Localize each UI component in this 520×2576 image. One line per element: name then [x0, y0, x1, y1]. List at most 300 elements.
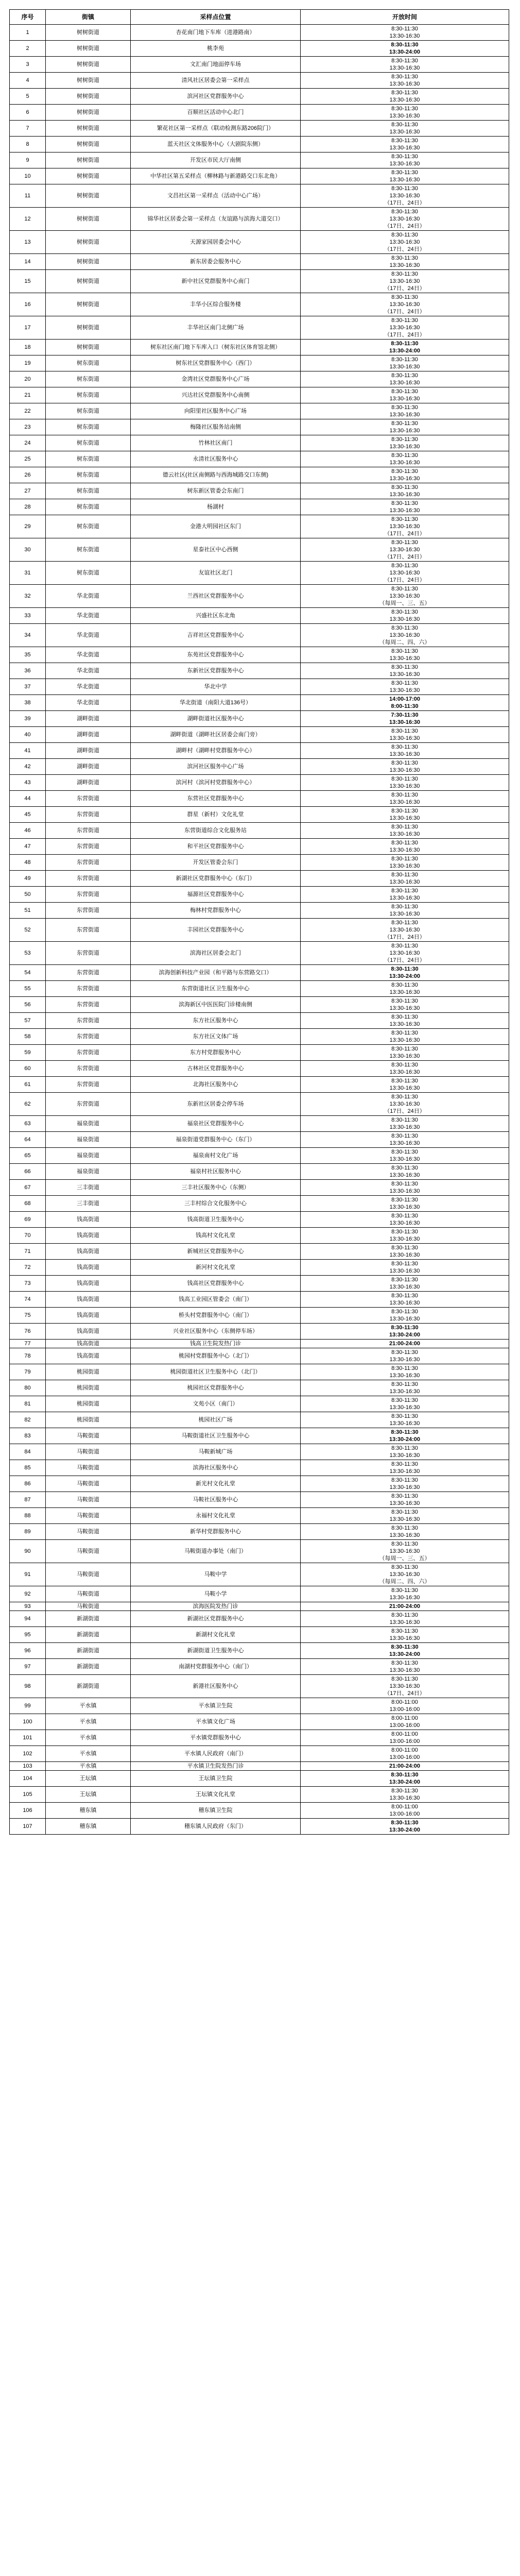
cell-time: 8:30-11:30 13:30-16:30 （17日、24日）	[301, 538, 509, 562]
table-row	[10, 1013, 509, 1029]
cell-no: 88	[10, 1508, 46, 1524]
cell-place: 桃园村党群服务中心（北门）	[131, 1348, 301, 1364]
table-row	[10, 1611, 509, 1627]
cell-place: 中华社区第五采样点（柳林路与新港路交口东北角）	[131, 168, 301, 184]
cell-time: 8:30-11:30 13:30-16:30	[301, 387, 509, 403]
cell-street: 东营街道	[46, 1029, 131, 1045]
cell-place: 东方社区文体广场	[131, 1029, 301, 1045]
cell-place: 平水镇党群服务中心	[131, 1730, 301, 1746]
cell-street: 树东街道	[46, 562, 131, 585]
cell-time: 8:30-11:30 13:30-16:30	[301, 1148, 509, 1164]
cell-time: 8:30-11:30 13:30-16:30	[301, 775, 509, 791]
table-row	[10, 1276, 509, 1292]
cell-time: 21:00-24:00	[301, 1602, 509, 1611]
cell-time: 8:30-11:30 13:30-16:30	[301, 73, 509, 89]
table-row	[10, 1292, 509, 1308]
cell-time: 8:30-11:30 13:30-24:00	[301, 1819, 509, 1835]
table-row	[10, 483, 509, 499]
cell-no: 58	[10, 1029, 46, 1045]
cell-place: 马鞍社区服务中心	[131, 1492, 301, 1508]
cell-place: 滨河社区党群服务中心	[131, 89, 301, 105]
cell-place: 新港社区服务中心	[131, 1675, 301, 1698]
cell-street: 树东街道	[46, 435, 131, 451]
cell-street: 东营街道	[46, 1093, 131, 1116]
cell-street: 稽东镇	[46, 1819, 131, 1835]
cell-street: 东营街道	[46, 791, 131, 807]
cell-place: 东营社区党群服务中心	[131, 791, 301, 807]
cell-no: 45	[10, 807, 46, 823]
cell-street: 福泉街道	[46, 1164, 131, 1180]
cell-place: 东新社区党群服务中心	[131, 663, 301, 679]
cell-street: 东营街道	[46, 807, 131, 823]
header-place: 采样点位置	[131, 10, 301, 25]
table-row	[10, 1061, 509, 1077]
cell-place: 马鞍中学	[131, 1563, 301, 1586]
table-row	[10, 1045, 509, 1061]
cell-no: 18	[10, 340, 46, 355]
table-row	[10, 1148, 509, 1164]
cell-street: 树东街道	[46, 499, 131, 515]
cell-time: 8:00-11:00 13:00-16:00	[301, 1746, 509, 1762]
cell-time: 8:30-11:30 13:30-16:30	[301, 483, 509, 499]
cell-no: 25	[10, 451, 46, 467]
cell-time: 8:30-11:30 13:30-16:30 （每周一、三、五）	[301, 1540, 509, 1563]
cell-street: 华北街道	[46, 585, 131, 608]
cell-no: 103	[10, 1762, 46, 1771]
table-row	[10, 1771, 509, 1787]
cell-street: 钱高街道	[46, 1348, 131, 1364]
table-row	[10, 340, 509, 355]
table-row	[10, 663, 509, 679]
cell-no: 71	[10, 1244, 46, 1260]
cell-no: 49	[10, 871, 46, 887]
cell-no: 60	[10, 1061, 46, 1077]
table-row	[10, 1602, 509, 1611]
cell-place: 福泉街道党群服务中心（东门）	[131, 1132, 301, 1148]
cell-no: 48	[10, 855, 46, 871]
cell-street: 东营街道	[46, 1061, 131, 1077]
cell-place: 新光村文化礼堂	[131, 1476, 301, 1492]
table-row	[10, 1762, 509, 1771]
table-row	[10, 965, 509, 981]
cell-street: 东营街道	[46, 1077, 131, 1093]
cell-time: 7:30-11:30 13:30-16:30	[301, 711, 509, 727]
cell-street: 马鞍街道	[46, 1602, 131, 1611]
cell-no: 83	[10, 1428, 46, 1444]
cell-no: 87	[10, 1492, 46, 1508]
cell-no: 69	[10, 1212, 46, 1228]
cell-place: 平水镇卫生院	[131, 1698, 301, 1714]
cell-time: 8:30-11:30 13:30-16:30	[301, 1476, 509, 1492]
cell-time: 8:30-11:30 13:30-16:30	[301, 403, 509, 419]
cell-no: 2	[10, 41, 46, 57]
cell-no: 54	[10, 965, 46, 981]
cell-street: 钱高街道	[46, 1340, 131, 1348]
cell-time: 8:30-11:30 13:30-16:30	[301, 1508, 509, 1524]
sampling-sites-document	[9, 9, 509, 1835]
cell-time: 8:30-11:30 13:30-16:30	[301, 254, 509, 270]
cell-time: 8:30-11:30 13:30-16:30	[301, 355, 509, 371]
cell-no: 20	[10, 371, 46, 387]
cell-place: 兴达社区党群服务中心南侧	[131, 387, 301, 403]
cell-place: 新中社区党群服务中心南门	[131, 270, 301, 293]
table-row	[10, 743, 509, 759]
cell-no: 16	[10, 293, 46, 316]
table-row	[10, 1698, 509, 1714]
cell-place: 桃李苑	[131, 41, 301, 57]
cell-place: 东营街道社区卫生服务中心	[131, 981, 301, 997]
cell-street: 新湖街道	[46, 1643, 131, 1659]
cell-place: 新河村文化礼堂	[131, 1260, 301, 1276]
cell-street: 树东街道	[46, 355, 131, 371]
cell-street: 平水镇	[46, 1714, 131, 1730]
cell-street: 东营街道	[46, 823, 131, 839]
cell-street: 东营街道	[46, 903, 131, 919]
cell-place: 文汇南门地面停车场	[131, 57, 301, 73]
table-row	[10, 1164, 509, 1180]
cell-no: 31	[10, 562, 46, 585]
cell-no: 29	[10, 515, 46, 538]
cell-no: 15	[10, 270, 46, 293]
table-row	[10, 105, 509, 121]
cell-time: 8:30-11:30 13:30-16:30	[301, 679, 509, 695]
cell-place: 滨河社区服务中心广场	[131, 759, 301, 775]
cell-place: 华北街道（南阳大道136号）	[131, 695, 301, 711]
cell-time: 8:30-11:30 13:30-16:30 （17日、24日）	[301, 1675, 509, 1698]
table-row	[10, 919, 509, 942]
cell-place: 群星（新村）文化礼堂	[131, 807, 301, 823]
cell-street: 树树街道	[46, 270, 131, 293]
cell-street: 福泉街道	[46, 1148, 131, 1164]
cell-time: 8:30-11:30 13:30-16:30 （17日、24日）	[301, 208, 509, 231]
table-row	[10, 270, 509, 293]
cell-time: 8:30-11:30 13:30-16:30	[301, 499, 509, 515]
cell-place: 马鞍新城广场	[131, 1444, 301, 1460]
cell-no: 51	[10, 903, 46, 919]
cell-street: 王坛镇	[46, 1771, 131, 1787]
table-row	[10, 1260, 509, 1276]
cell-time: 14:00-17:00 8:00-11:30	[301, 695, 509, 711]
table-row	[10, 855, 509, 871]
cell-no: 62	[10, 1093, 46, 1116]
header-street: 街镇	[46, 10, 131, 25]
cell-no: 78	[10, 1348, 46, 1364]
table-row	[10, 1029, 509, 1045]
cell-time: 8:30-11:30 13:30-16:30	[301, 608, 509, 624]
cell-time: 8:30-11:30 13:30-16:30	[301, 855, 509, 871]
table-row	[10, 41, 509, 57]
cell-no: 55	[10, 981, 46, 997]
cell-street: 树东街道	[46, 451, 131, 467]
cell-place: 新湖社区党群服务中心（东门）	[131, 871, 301, 887]
cell-place: 滨海新区中医医院门诊楼南侧	[131, 997, 301, 1013]
cell-no: 59	[10, 1045, 46, 1061]
table-row	[10, 137, 509, 152]
cell-street: 东营街道	[46, 942, 131, 965]
cell-street: 福泉街道	[46, 1132, 131, 1148]
cell-time: 8:30-11:30 13:30-16:30	[301, 1444, 509, 1460]
cell-street: 钱高街道	[46, 1292, 131, 1308]
cell-street: 树树街道	[46, 208, 131, 231]
cell-time: 8:30-11:30 13:30-16:30	[301, 105, 509, 121]
cell-street: 马鞍街道	[46, 1444, 131, 1460]
cell-no: 67	[10, 1180, 46, 1196]
cell-time: 21:00-24:00	[301, 1762, 509, 1771]
cell-place: 滨海社区服务中心	[131, 1460, 301, 1476]
cell-time: 8:00-11:00 13:00-16:00	[301, 1698, 509, 1714]
cell-place: 新东居委会服务中心	[131, 254, 301, 270]
cell-no: 70	[10, 1228, 46, 1244]
cell-place: 锦华社区居委会第一采样点（友谊路与滨海大道交口）	[131, 208, 301, 231]
cell-street: 稽东镇	[46, 1803, 131, 1819]
cell-time: 8:30-11:30 13:30-16:30 （17日、24日）	[301, 1093, 509, 1116]
cell-street: 桃园街道	[46, 1412, 131, 1428]
cell-time: 8:30-11:30 13:30-16:30 （17日、24日）	[301, 270, 509, 293]
cell-place: 金湾社区党群服务中心广场	[131, 371, 301, 387]
cell-street: 树树街道	[46, 316, 131, 340]
cell-street: 马鞍街道	[46, 1563, 131, 1586]
cell-place: 新湖社区党群服务中心	[131, 1611, 301, 1627]
cell-place: 杏花南门地下车库（进港路南）	[131, 25, 301, 41]
cell-no: 96	[10, 1643, 46, 1659]
cell-street: 湖畔街道	[46, 727, 131, 743]
cell-time: 8:30-11:30 13:30-16:30	[301, 1276, 509, 1292]
cell-place: 丰华小区综合服务楼	[131, 293, 301, 316]
table-row	[10, 1803, 509, 1819]
header-no: 序号	[10, 10, 46, 25]
cell-no: 61	[10, 1077, 46, 1093]
cell-no: 79	[10, 1364, 46, 1380]
cell-no: 21	[10, 387, 46, 403]
cell-no: 57	[10, 1013, 46, 1029]
table-row	[10, 1228, 509, 1244]
table-row	[10, 1348, 509, 1364]
cell-street: 树树街道	[46, 89, 131, 105]
cell-street: 钱高街道	[46, 1212, 131, 1228]
cell-time: 8:30-11:30 13:30-16:30 （每周二、四、六）	[301, 1563, 509, 1586]
cell-street: 王坛镇	[46, 1787, 131, 1803]
cell-time: 8:30-11:30 13:30-24:00	[301, 41, 509, 57]
cell-place: 华北中学	[131, 679, 301, 695]
table-row	[10, 515, 509, 538]
cell-place: 兴业社区服务中心（东侧停车场）	[131, 1324, 301, 1340]
cell-time: 8:30-11:30 13:30-16:30	[301, 1045, 509, 1061]
cell-place: 桃园街道社区卫生服务中心（北门）	[131, 1364, 301, 1380]
cell-no: 34	[10, 624, 46, 647]
cell-time: 8:30-11:30 13:30-16:30	[301, 467, 509, 483]
sampling-sites-table	[9, 9, 509, 1835]
table-row	[10, 1180, 509, 1196]
cell-no: 75	[10, 1308, 46, 1324]
cell-street: 树东街道	[46, 403, 131, 419]
table-row	[10, 419, 509, 435]
cell-street: 树树街道	[46, 152, 131, 168]
table-row	[10, 1563, 509, 1586]
cell-no: 82	[10, 1412, 46, 1428]
cell-time: 8:30-11:30 13:30-16:30	[301, 1292, 509, 1308]
cell-no: 53	[10, 942, 46, 965]
cell-street: 湖畔街道	[46, 743, 131, 759]
cell-street: 树树街道	[46, 231, 131, 254]
cell-street: 树树街道	[46, 184, 131, 208]
table-row	[10, 499, 509, 515]
cell-no: 39	[10, 711, 46, 727]
cell-no: 9	[10, 152, 46, 168]
cell-no: 47	[10, 839, 46, 855]
table-row	[10, 371, 509, 387]
cell-no: 35	[10, 647, 46, 663]
cell-street: 东营街道	[46, 997, 131, 1013]
cell-time: 8:30-11:30 13:30-24:00	[301, 340, 509, 355]
cell-time: 8:30-11:30 13:30-16:30	[301, 1077, 509, 1093]
cell-place: 树东新区管委会东南门	[131, 483, 301, 499]
cell-place: 稽东镇卫生院	[131, 1803, 301, 1819]
table-row	[10, 759, 509, 775]
cell-time: 8:30-11:30 13:30-16:30	[301, 997, 509, 1013]
cell-no: 77	[10, 1340, 46, 1348]
cell-time: 8:30-11:30 13:30-24:00	[301, 1771, 509, 1787]
cell-street: 福泉街道	[46, 1116, 131, 1132]
cell-time: 8:30-11:30 13:30-16:30	[301, 663, 509, 679]
cell-no: 84	[10, 1444, 46, 1460]
cell-street: 华北街道	[46, 624, 131, 647]
cell-time: 8:30-11:30 13:30-16:30	[301, 371, 509, 387]
cell-no: 28	[10, 499, 46, 515]
cell-no: 52	[10, 919, 46, 942]
cell-street: 新湖街道	[46, 1627, 131, 1643]
cell-place: 东方社区服务中心	[131, 1013, 301, 1029]
cell-no: 32	[10, 585, 46, 608]
cell-street: 桃园街道	[46, 1396, 131, 1412]
cell-street: 东营街道	[46, 1013, 131, 1029]
cell-time: 8:30-11:30 13:30-24:00	[301, 1643, 509, 1659]
table-row	[10, 231, 509, 254]
table-row	[10, 1659, 509, 1675]
cell-place: 滨海医院发热门诊	[131, 1602, 301, 1611]
table-row	[10, 585, 509, 608]
cell-no: 42	[10, 759, 46, 775]
table-row	[10, 1116, 509, 1132]
cell-place: 梅林村党群服务中心	[131, 903, 301, 919]
cell-place: 新湖村文化礼堂	[131, 1627, 301, 1643]
cell-street: 华北街道	[46, 679, 131, 695]
cell-place: 梅隆社区服务站南侧	[131, 419, 301, 435]
cell-street: 树树街道	[46, 73, 131, 89]
cell-place: 桥头村党群服务中心（南门）	[131, 1308, 301, 1324]
table-row	[10, 1244, 509, 1260]
table-row	[10, 647, 509, 663]
table-row	[10, 1340, 509, 1348]
cell-place: 桃园社区党群服务中心	[131, 1380, 301, 1396]
cell-time: 8:30-11:30 13:30-16:30	[301, 419, 509, 435]
table-row	[10, 1380, 509, 1396]
cell-time: 8:30-11:30 13:30-16:30	[301, 1164, 509, 1180]
cell-time: 8:30-11:30 13:30-16:30	[301, 1228, 509, 1244]
cell-street: 钱高街道	[46, 1308, 131, 1324]
cell-place: 开发区管委会东门	[131, 855, 301, 871]
cell-street: 东营街道	[46, 871, 131, 887]
cell-no: 65	[10, 1148, 46, 1164]
cell-time: 8:30-11:30 13:30-16:30	[301, 1260, 509, 1276]
table-row	[10, 997, 509, 1013]
table-row	[10, 1093, 509, 1116]
cell-street: 湖畔街道	[46, 711, 131, 727]
cell-time: 8:30-11:30 13:30-16:30	[301, 57, 509, 73]
cell-time: 8:30-11:30 13:30-16:30 （17日、24日）	[301, 293, 509, 316]
table-row	[10, 168, 509, 184]
table-row	[10, 254, 509, 270]
cell-time: 8:00-11:00 13:00-16:00	[301, 1730, 509, 1746]
cell-time: 8:30-11:30 13:30-16:30	[301, 168, 509, 184]
cell-no: 8	[10, 137, 46, 152]
cell-no: 41	[10, 743, 46, 759]
cell-no: 95	[10, 1627, 46, 1643]
cell-street: 东营街道	[46, 919, 131, 942]
cell-no: 26	[10, 467, 46, 483]
cell-no: 107	[10, 1819, 46, 1835]
cell-place: 湖畔村（湖畔村党群服务中心）	[131, 743, 301, 759]
table-row	[10, 1643, 509, 1659]
cell-place: 丰华社区南门北侧广场	[131, 316, 301, 340]
table-row	[10, 1308, 509, 1324]
cell-place: 东苑社区党群服务中心	[131, 647, 301, 663]
cell-place: 天源家园居委会中心	[131, 231, 301, 254]
table-row	[10, 839, 509, 855]
cell-no: 72	[10, 1260, 46, 1276]
cell-place: 德云社区(社区南侧路与西海城路交口东侧)	[131, 467, 301, 483]
table-row	[10, 942, 509, 965]
cell-place: 清风社区居委会第一采样点	[131, 73, 301, 89]
cell-place: 平水镇人民政府（南门）	[131, 1746, 301, 1762]
cell-time: 8:30-11:30 13:30-16:30	[301, 1380, 509, 1396]
cell-time: 8:30-11:30 13:30-16:30 （17日、24日）	[301, 515, 509, 538]
cell-time: 8:30-11:30 13:30-16:30	[301, 839, 509, 855]
cell-time: 8:30-11:30 13:30-16:30	[301, 1013, 509, 1029]
table-row	[10, 1730, 509, 1746]
cell-street: 树树街道	[46, 137, 131, 152]
cell-place: 树东社区党群服务中心（西门）	[131, 355, 301, 371]
table-row	[10, 981, 509, 997]
cell-time: 8:30-11:30 13:30-16:30	[301, 1180, 509, 1196]
cell-time: 8:30-11:30 13:30-16:30	[301, 1061, 509, 1077]
cell-place: 东方村党群服务中心	[131, 1045, 301, 1061]
cell-place: 马鞍街道社区卫生服务中心	[131, 1428, 301, 1444]
cell-place: 北海社区服务中心	[131, 1077, 301, 1093]
cell-no: 23	[10, 419, 46, 435]
cell-place: 福源社区党群服务中心	[131, 887, 301, 903]
table-row	[10, 1492, 509, 1508]
cell-time: 8:30-11:30 13:30-16:30	[301, 1412, 509, 1428]
table-row	[10, 1508, 509, 1524]
cell-place: 平水镇文化广场	[131, 1714, 301, 1730]
cell-no: 94	[10, 1611, 46, 1627]
cell-time: 8:30-11:30 13:30-16:30	[301, 1364, 509, 1380]
cell-street: 东营街道	[46, 965, 131, 981]
cell-no: 90	[10, 1540, 46, 1563]
cell-no: 106	[10, 1803, 46, 1819]
cell-place: 金港大明园社区东门	[131, 515, 301, 538]
cell-no: 22	[10, 403, 46, 419]
cell-street: 马鞍街道	[46, 1492, 131, 1508]
cell-place: 兴盛社区东北角	[131, 608, 301, 624]
cell-time: 8:30-11:30 13:30-16:30	[301, 451, 509, 467]
cell-time: 8:30-11:30 13:30-16:30	[301, 981, 509, 997]
cell-time: 8:30-11:30 13:30-16:30	[301, 137, 509, 152]
cell-no: 38	[10, 695, 46, 711]
cell-no: 63	[10, 1116, 46, 1132]
cell-no: 97	[10, 1659, 46, 1675]
cell-street: 华北街道	[46, 663, 131, 679]
